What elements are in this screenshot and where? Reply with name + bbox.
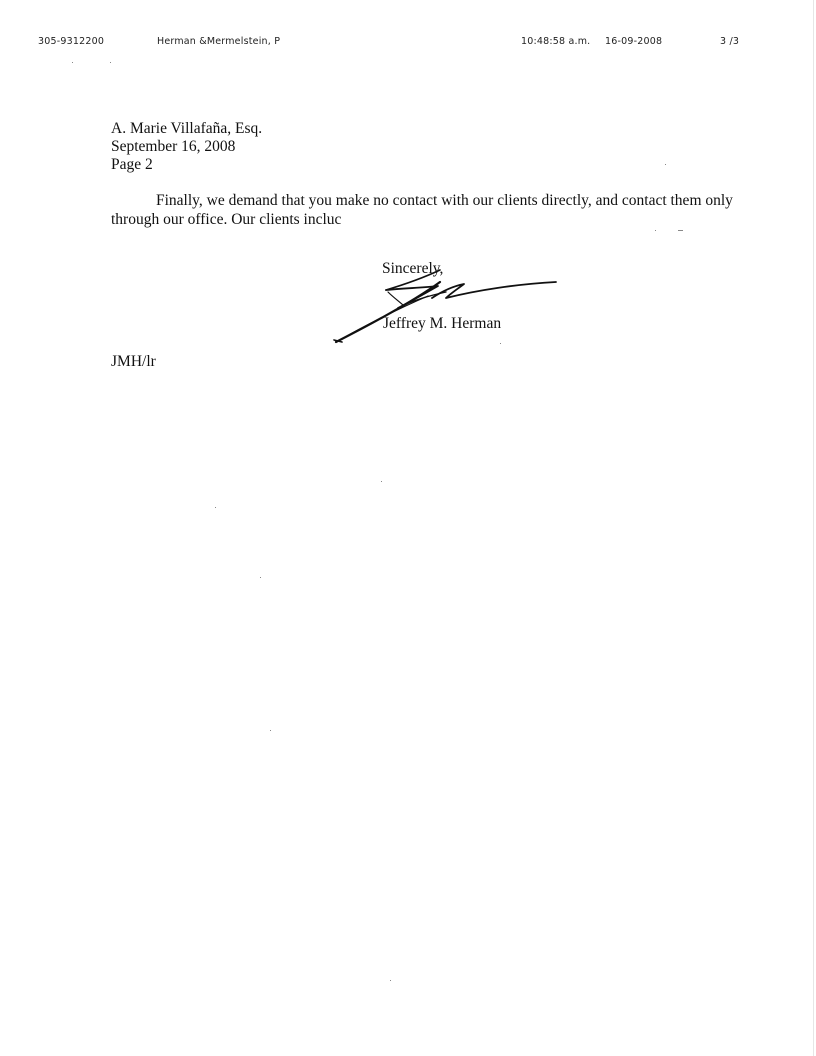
scan-speck (260, 577, 261, 578)
fax-phone-number: 305-9312200 (38, 36, 105, 47)
scan-speck (215, 507, 216, 508)
signer-name: Jeffrey M. Herman (383, 315, 502, 332)
scan-speck (500, 343, 501, 344)
letter-body (111, 191, 733, 229)
scan-speck (110, 62, 111, 63)
fax-date: 16-09-2008 (605, 36, 663, 47)
typist-initials: JMH/lr (111, 353, 156, 370)
scan-speck (655, 230, 656, 231)
scan-speck (270, 730, 271, 731)
scan-speck (72, 62, 73, 63)
closing-salutation: Sincerely, (382, 260, 444, 277)
scan-speck (390, 980, 391, 981)
fax-sender-name: Herman &Mermelstein, P (157, 36, 281, 47)
scan-speck (678, 230, 683, 231)
scan-speck (381, 481, 382, 482)
recipient-name: A. Marie Villafaña, Esq. (111, 120, 263, 137)
letter-address-block (111, 120, 262, 174)
handwritten-signature (328, 262, 568, 346)
fax-page-count: 3 /3 (720, 36, 740, 47)
body-line-1: Finally, we demand that you make no contact with our clients directly, and contact them only (156, 192, 733, 209)
body-line-2: through our office. Our clients incluc (111, 211, 342, 228)
page-label: Page 2 (111, 156, 153, 173)
letter-date: September 16, 2008 (111, 138, 236, 155)
scan-edge-line (813, 0, 814, 1056)
scan-speck (665, 164, 666, 165)
fax-time: 10:48:58 a.m. (521, 36, 591, 47)
